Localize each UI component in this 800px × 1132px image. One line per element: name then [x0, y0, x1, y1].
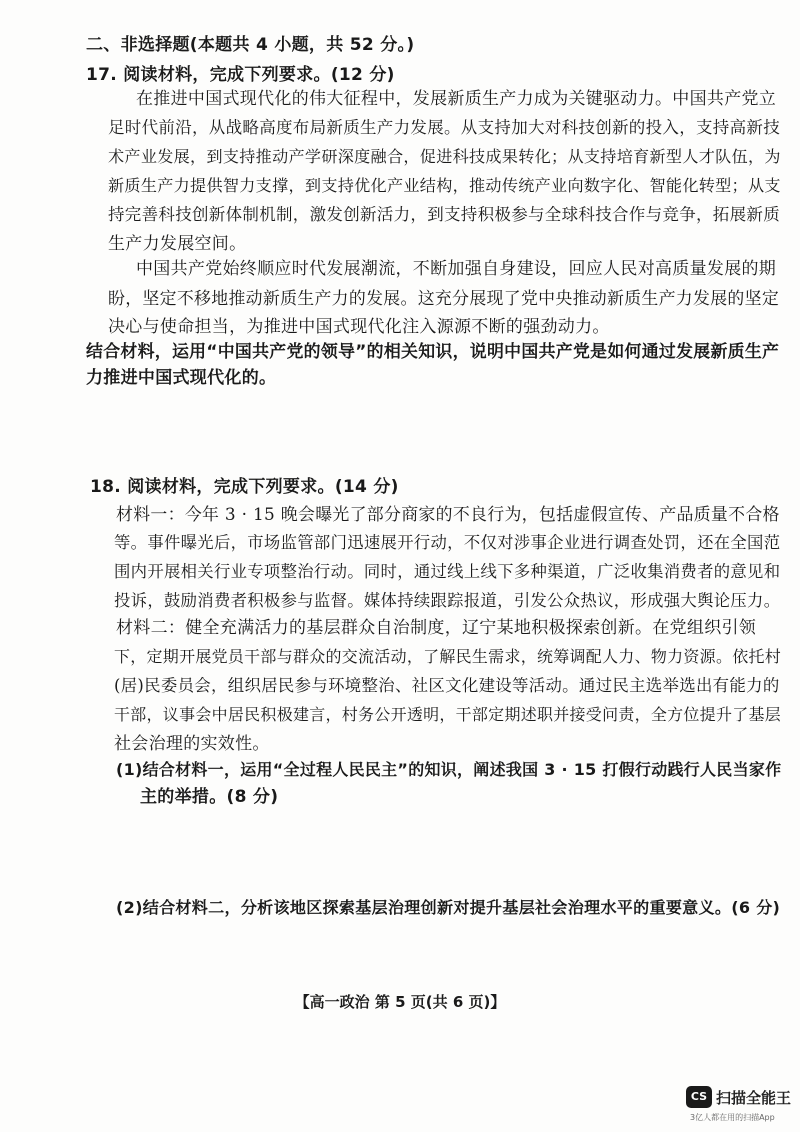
- q18-title: 18. 阅读材料，完成下列要求。(14 分): [90, 477, 399, 497]
- q18-sub1-line: 主的举措。(8 分): [140, 787, 279, 807]
- q18-m2-line: 干部，议事会中居民积极建言，村务公开透明，干部定期述职并接受问责，全方位提升了基层: [114, 705, 782, 724]
- section-header: 二、非选择题(本题共 4 小题，共 52 分。): [86, 35, 415, 55]
- q18-m2-line: 社会治理的实效性。: [114, 734, 270, 754]
- scanner-watermark: [686, 1086, 796, 1128]
- q18-sub1-line: (1)结合材料一，运用“全过程人民民主”的知识，阐述我国 3 · 15 打假行动践行人民当家作: [116, 760, 782, 779]
- q17-task-line: 结合材料，运用“中国共产党的领导”的相关知识，说明中国共产党是如何通过发展新质生产: [86, 341, 780, 361]
- q17-task-line: 力推进中国式现代化的。: [86, 368, 277, 388]
- q18-m2-line: (居)民委员会，组织居民参与环境整治、社区文化建设等活动。通过民主选举选出有能力的: [114, 676, 780, 695]
- q18-m1-line: 材料一：今年 3 · 15 晚会曝光了部分商家的不良行为，包括虚假宣传、产品质量不合格: [116, 504, 780, 524]
- q17-p1-line: 在推进中国式现代化的伟大征程中，发展新质生产力成为关键驱动力。中国共产党立: [136, 89, 777, 109]
- q17-p2-line: 决心与使命担当，为推进中国式现代化注入源源不断的强劲动力。: [108, 317, 610, 337]
- q18-m1-line: 等。事件曝光后，市场监管部门迅速展开行动，不仅对涉事企业进行调查处罚，还在全国范: [114, 533, 781, 552]
- q17-title: 17. 阅读材料，完成下列要求。(12 分): [86, 65, 395, 85]
- cs-logo-icon: CS: [686, 1086, 712, 1108]
- q17-p1-line: 持完善科技创新体制机制，激发创新活力，到支持积极参与全球科技合作与竞争，拓展新质: [108, 205, 780, 224]
- q18-sub2: (2)结合材料二，分析该地区探索基层治理创新对提升基层社会治理水平的重要意义。(6 分): [116, 898, 781, 917]
- q17-p2-line: 盼，坚定不移地推动新质生产力的发展。这充分展现了党中央推动新质生产力发展的坚定: [108, 288, 780, 308]
- q17-p1-line: 新质生产力提供智力支撑，到支持优化产业结构，推动传统产业向数字化、智能化转型；从支: [108, 176, 781, 195]
- q17-p1-line: 术产业发展，到支持推动产学研深度融合，促进科技成果转化；从支持培育新型人才队伍，为: [108, 147, 781, 166]
- q17-p2-line: 中国共产党始终顺应时代发展潮流，不断加强自身建设，回应人民对高质量发展的期: [136, 259, 777, 279]
- q18-m1-line: 投诉，鼓励消费者积极参与监督。媒体持续跟踪报道，引发公众热议，形成强大舆论压力。: [114, 591, 781, 610]
- page-footer: 【高一政治 第 5 页(共 6 页)】: [294, 993, 506, 1011]
- watermark-tagline: 3亿人都在用的扫描App: [690, 1113, 775, 1122]
- watermark-brand: 扫描全能王: [716, 1089, 792, 1107]
- q18-m2-line: 下，定期开展党员干部与群众的交流活动，了解民生需求，统筹调配人力、物力资源。依托村: [114, 647, 782, 666]
- q17-p1-line: 足时代前沿，从战略高度布局新质生产力发展。从支持加大对科技创新的投入，支持高新技: [108, 118, 780, 137]
- q18-m1-line: 围内开展相关行业专项整治行动。同时，通过线上线下多种渠道，广泛收集消费者的意见和: [114, 562, 781, 581]
- q18-m2-line: 材料二：健全充满活力的基层群众自治制度，辽宁某地积极探索创新。在党组织引领: [116, 618, 757, 638]
- q17-p1-line: 生产力发展空间。: [108, 234, 247, 254]
